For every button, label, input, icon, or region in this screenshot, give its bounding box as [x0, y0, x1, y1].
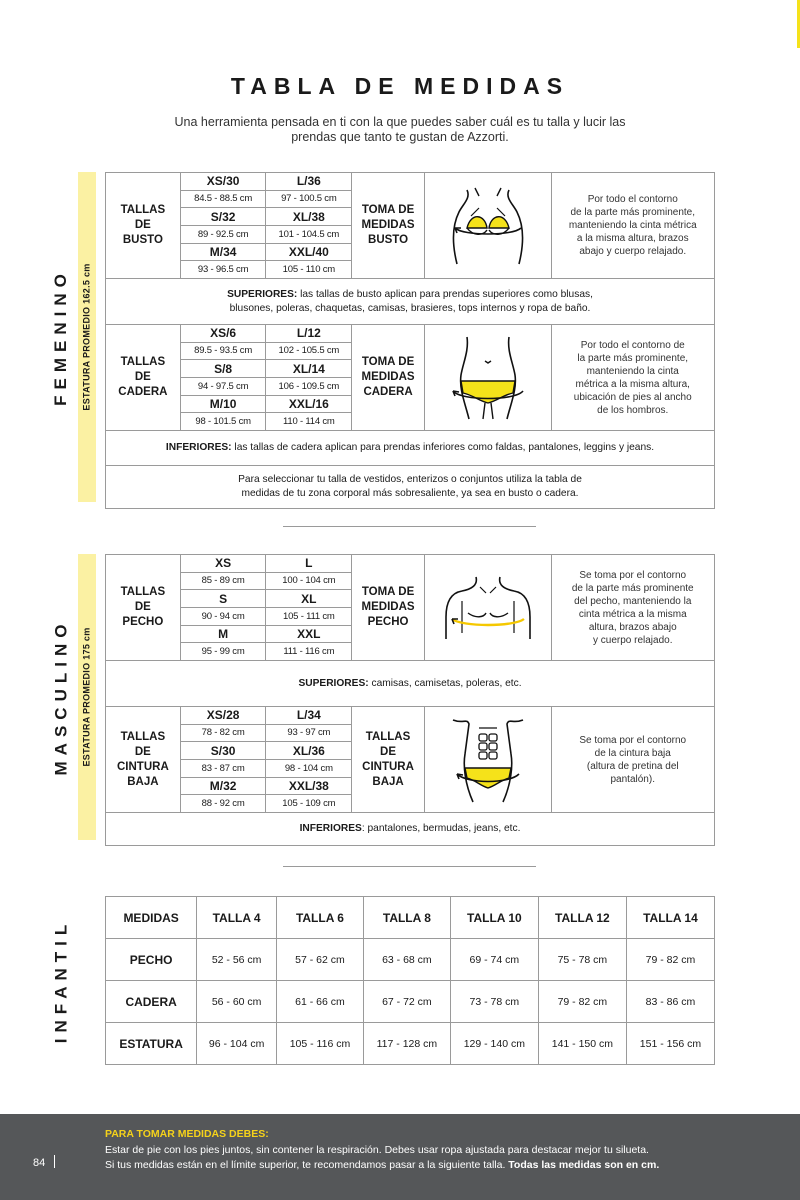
size-range: 98 - 101.5 cm: [181, 413, 267, 430]
infantil-header: TALLA 4: [197, 897, 277, 939]
table-row: [106, 981, 715, 1023]
size-range: 78 - 82 cm: [181, 725, 267, 742]
table-cell: 69 - 74 cm: [450, 939, 538, 981]
footer-line: Si tus medidas están en el límite superior, te recomendamos pasar a la siguiente talla. Todas las medidas son en cm.: [105, 1159, 660, 1171]
masculino-table: [105, 554, 715, 846]
size-label: XS: [181, 555, 267, 572]
footer-title: PARA TOMAR MEDIDAS DEBES:: [105, 1128, 269, 1140]
masc-inferiores-note-row: [106, 813, 714, 845]
table-cell: 75 - 78 cm: [538, 939, 626, 981]
cadera-description: Por todo el contorno de la parte más prominente, manteniendo la cinta métrica a la misma altura, ubicación de pies al ancho de los hombros.: [573, 339, 692, 416]
size-range: 84.5 - 88.5 cm: [181, 191, 267, 208]
size-label: XS/30: [181, 173, 267, 190]
infantil-header: MEDIDAS: [106, 897, 197, 939]
section-label-infantil: INFANTIL: [51, 918, 70, 1044]
table-cell: 56 - 60 cm: [197, 981, 277, 1023]
subtitle-line: Una herramienta pensada en ti con la que puedes saber cuál es tu talla y lucir las: [174, 115, 626, 129]
stature-band-femenino: ESTATURA PROMEDIO 162.5 cm: [78, 172, 96, 502]
size-label: S: [181, 590, 267, 607]
cintura-category: TALLAS DE CINTURA BAJA: [106, 707, 181, 812]
busto-category: TALLAS DE BUSTO: [106, 173, 181, 278]
size-range: 89.5 - 93.5 cm: [181, 343, 267, 360]
table-cell: 79 - 82 cm: [538, 981, 626, 1023]
cadera-toma: TOMA DE MEDIDAS CADERA: [352, 325, 425, 430]
pecho-category: TALLAS DE PECHO: [106, 555, 181, 660]
cintura-description: Se toma por el contorno de la cintura baja (altura de pretina del pantalón).: [579, 734, 687, 785]
pecho-toma: TOMA DE MEDIDAS PECHO: [352, 555, 425, 660]
table-cell: 67 - 72 cm: [363, 981, 450, 1023]
size-label: L: [305, 556, 313, 571]
size-range: 95 - 99 cm: [181, 643, 267, 660]
size-label: XL/14: [292, 361, 325, 376]
row-label: ESTATURA: [106, 1023, 197, 1065]
row-label: CADERA: [106, 981, 197, 1023]
size-range: 85 - 89 cm: [181, 573, 267, 590]
chest-measure-icon: [425, 555, 552, 660]
size-range: 90 - 94 cm: [181, 608, 267, 625]
table-cell: 83 - 86 cm: [626, 981, 714, 1023]
size-range: 100 - 104 cm: [282, 575, 336, 587]
table-cell: 63 - 68 cm: [363, 939, 450, 981]
cintura-row: [106, 707, 714, 813]
size-range: 94 - 97.5 cm: [181, 378, 267, 395]
size-label: XXL: [297, 627, 321, 641]
inferiores-note-row: [106, 431, 714, 466]
size-label: XXL/40: [288, 245, 329, 259]
size-range: 97 - 100.5 cm: [281, 193, 337, 205]
size-label: XL/38: [292, 209, 325, 224]
size-range: 111 - 116 cm: [283, 646, 335, 658]
size-label: M/32: [181, 778, 267, 795]
table-cell: 79 - 82 cm: [626, 939, 714, 981]
infantil-header-row: [106, 897, 715, 939]
subtitle-line: prendas que tanto te gustan de Azzorti.: [291, 130, 509, 144]
cintura-toma: TALLAS DE CINTURA BAJA: [352, 707, 425, 812]
table-cell: 151 - 156 cm: [626, 1023, 714, 1065]
cadera-row: [106, 325, 714, 431]
table-cell: 96 - 104 cm: [197, 1023, 277, 1065]
row-label: PECHO: [106, 939, 197, 981]
table-cell: 52 - 56 cm: [197, 939, 277, 981]
cadera-sizes: [181, 325, 352, 430]
page-title: TABLA DE MEDIDAS: [230, 73, 570, 99]
size-range: 105 - 110 cm: [282, 264, 335, 276]
superiores-note: SUPERIORES: las tallas de busto aplican para prendas superiores como blusas, blusones, poleras, chaquetas, camisas, brasieres, tops internos y ropa de baño.: [227, 288, 593, 314]
busto-description: Por todo el contorno de la parte más prominente, manteniendo la cinta métrica a la misma altura, brazos abajo y cuerpo relajado.: [568, 194, 697, 257]
pecho-sizes: [181, 555, 352, 660]
section-divider: [283, 866, 536, 867]
table-row: [106, 1023, 715, 1065]
size-label: M/34: [181, 244, 267, 261]
busto-toma: TOMA DE MEDIDAS BUSTO: [352, 173, 425, 278]
size-range: 110 - 114 cm: [283, 416, 335, 428]
bust-measure-icon: [425, 173, 552, 278]
cadera-category: TALLAS DE CADERA: [106, 325, 181, 430]
size-range: 105 - 111 cm: [283, 610, 335, 622]
size-label: S/8: [181, 360, 267, 377]
section-label-masculino: MASCULINO: [51, 618, 71, 776]
table-cell: 141 - 150 cm: [538, 1023, 626, 1065]
footer: [0, 1114, 800, 1200]
table-cell: 105 - 116 cm: [277, 1023, 364, 1065]
stature-band-masculino: ESTATURA PROMEDIO 175 cm: [78, 554, 96, 840]
size-label: XS/28: [181, 707, 267, 724]
infantil-header: TALLA 6: [277, 897, 364, 939]
hip-measure-icon: [425, 325, 552, 430]
table-cell: 57 - 62 cm: [277, 939, 364, 981]
table-cell: 73 - 78 cm: [450, 981, 538, 1023]
size-range: 93 - 96.5 cm: [181, 261, 267, 278]
femenino-table: [105, 172, 715, 509]
superiores-note-row: [106, 279, 714, 325]
infantil-table: [105, 896, 715, 1065]
table-cell: 117 - 128 cm: [363, 1023, 450, 1065]
table-cell: 61 - 66 cm: [277, 981, 364, 1023]
size-range: 101 - 104.5 cm: [278, 228, 340, 240]
masc-superiores-note-row: [106, 661, 714, 707]
busto-sizes: [181, 173, 352, 278]
table-cell: 129 - 140 cm: [450, 1023, 538, 1065]
page-number-separator: [54, 1155, 55, 1168]
size-label: M: [181, 626, 267, 643]
masc-superiores-note: SUPERIORES: camisas, camisetas, poleras, etc.: [298, 677, 522, 689]
size-label: S/30: [181, 742, 267, 759]
section-label-femenino: FEMENINO: [51, 268, 71, 406]
table-row: [106, 939, 715, 981]
size-label: XS/6: [181, 325, 267, 342]
vestidos-note-row: [106, 466, 714, 508]
size-range: 98 - 104 cm: [284, 762, 333, 774]
size-label: L/36: [296, 174, 321, 189]
low-waist-measure-icon: [425, 707, 552, 812]
size-range: 93 - 97 cm: [287, 727, 331, 739]
size-label: XXL/38: [288, 779, 329, 793]
size-label: XL/36: [292, 743, 325, 758]
cintura-sizes: [181, 707, 352, 812]
size-range: 102 - 105.5 cm: [278, 345, 340, 357]
size-range: 83 - 87 cm: [181, 760, 267, 777]
size-range: 89 - 92.5 cm: [181, 226, 267, 243]
inferiores-note: INFERIORES: las tallas de cadera aplican para prendas inferiores como faldas, pantalones, leggins y jeans.: [165, 442, 655, 453]
footer-line: Estar de pie con los pies juntos, sin contener la respiración. Debes usar ropa ajustada para destacar mejor tu silueta.: [105, 1144, 649, 1156]
size-label: XL: [301, 591, 317, 606]
page-number: 84: [33, 1157, 46, 1169]
pecho-description: Se toma por el contorno de la parte más prominente del pecho, manteniendo la cinta métrica a la misma altura, brazos abajo y cuerpo relajado.: [571, 569, 694, 646]
size-label: S/32: [181, 208, 267, 225]
masc-inferiores-note: INFERIORES: pantalones, bermudas, jeans, etc.: [299, 823, 521, 834]
size-range: 106 - 109.5 cm: [278, 380, 340, 392]
page-subtitle: [160, 115, 640, 145]
size-label: M/10: [181, 396, 267, 413]
infantil-header: TALLA 10: [450, 897, 538, 939]
section-divider: [283, 526, 536, 527]
infantil-header: TALLA 8: [363, 897, 450, 939]
size-range: 105 - 109 cm: [282, 798, 336, 810]
infantil-header: TALLA 12: [538, 897, 626, 939]
size-label: L/34: [296, 708, 321, 723]
pecho-row: [106, 555, 714, 661]
busto-row: [106, 173, 714, 279]
vestidos-note: Para seleccionar tu talla de vestidos, enterizos o conjuntos utiliza la tabla de medidas de tu zona corporal más sobresaliente, ya sea en busto o cadera.: [238, 474, 582, 499]
size-label: L/12: [296, 326, 321, 341]
size-range: 88 - 92 cm: [181, 795, 267, 812]
size-label: XXL/16: [288, 397, 329, 411]
infantil-header: TALLA 14: [626, 897, 714, 939]
